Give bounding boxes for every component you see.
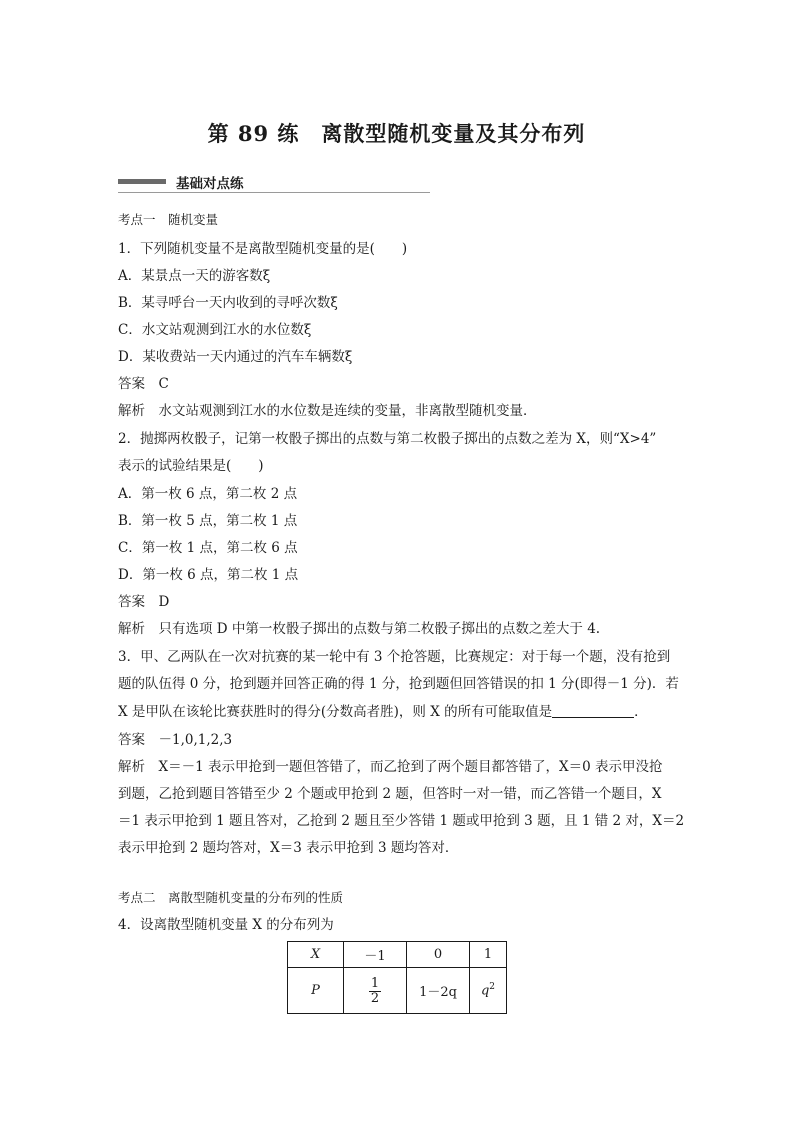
q1-answer: 答案 C bbox=[118, 376, 169, 392]
q3-answer: 答案 －1,0,1,2,3 bbox=[118, 732, 233, 748]
power-base: q bbox=[480, 983, 490, 999]
table-cell bbox=[344, 968, 407, 1014]
section-bar-decoration bbox=[118, 179, 166, 184]
q2-option-d: D．第一枚 6 点，第二枚 1 点 bbox=[118, 567, 299, 583]
q3-analysis-line2: 到题，乙抢到题目答错至少 2 个题或甲抢到 2 题，但答时一对一错，而乙答错一个题目，X bbox=[118, 786, 662, 802]
topic-heading-2: 考点二 离散型随机变量的分布列的性质 bbox=[118, 890, 344, 905]
distribution-table bbox=[287, 941, 507, 1014]
page-title: 第 89 练 离散型随机变量及其分布列 bbox=[207, 121, 586, 146]
q1-option-d: D．某收费站一天内通过的汽车车辆数ξ bbox=[118, 349, 353, 365]
q2-option-b: B．第一枚 5 点，第二枚 1 点 bbox=[118, 513, 298, 529]
q1-analysis: 解析 水文站观测到江水的水位数是连续的变量，非离散型随机变量． bbox=[118, 403, 537, 419]
q3-stem-text: X 是甲队在该轮比赛获胜时的得分(分数高者胜)，则 X 的所有可能取值是 bbox=[118, 704, 553, 720]
section-heading bbox=[118, 172, 430, 193]
q1-option-a: A．某景点一天的游客数ξ bbox=[118, 268, 271, 284]
q3-stem-line1: 3．甲、乙两队在一次对抗赛的某一轮中有 3 个抢答题，比赛规定：对于每一个题，没有抢到 bbox=[118, 649, 671, 665]
q4-stem: 4．设离散型随机变量 X 的分布列为 bbox=[118, 917, 334, 933]
q3-analysis-line1: 解析 X＝－1 表示甲抢到一题但答错了，而乙抢到了两个题目都答错了，X＝0 表示甲没抢 bbox=[118, 759, 663, 775]
table-cell bbox=[470, 968, 507, 1014]
table-row bbox=[288, 968, 507, 1014]
table-cell: X bbox=[288, 942, 344, 968]
q1-option-c: C．水文站观测到江水的水位数ξ bbox=[118, 322, 312, 338]
q2-stem-line1: 2．抛掷两枚骰子，记第一枚骰子掷出的点数与第二枚骰子掷出的点数之差为 X，则“X>4” bbox=[118, 431, 657, 447]
table-cell: 0 bbox=[407, 942, 470, 968]
table-cell: P bbox=[288, 968, 344, 1014]
table-cell: 1 bbox=[470, 942, 507, 968]
power-exponent: 2 bbox=[489, 982, 496, 993]
fraction-denominator: 2 bbox=[370, 990, 380, 1006]
q3-stem-line3 bbox=[118, 703, 648, 721]
q1-option-b: B．某寻呼台一天内收到的寻呼次数ξ bbox=[118, 295, 338, 311]
fraction-numerator: 1 bbox=[370, 975, 380, 991]
q2-stem-line2: 表示的试验结果是( ) bbox=[118, 458, 264, 474]
section-heading-label: 基础对点练 bbox=[176, 176, 244, 192]
q2-option-a: A．第一枚 6 点，第二枚 2 点 bbox=[118, 486, 298, 502]
table-cell: －1 bbox=[344, 942, 407, 968]
q3-analysis-line4: 表示甲抢到 2 题均答对，X＝3 表示甲抢到 3 题均答对． bbox=[118, 840, 459, 856]
table-cell: 1－2q bbox=[407, 968, 470, 1014]
q3-stem-line2: 题的队伍得 0 分，抢到题并回答正确的得 1 分，抢到题但回答错误的扣 1 分(即得－1 分)．若 bbox=[118, 676, 679, 692]
q2-answer: 答案 D bbox=[118, 594, 170, 610]
q3-analysis-line3: ＝1 表示甲抢到 1 题且答对，乙抢到 2 题且至少答错 1 题或甲抢到 3 题，且 1 错 2 对，X＝2 bbox=[118, 813, 685, 829]
fraction bbox=[369, 977, 381, 1006]
answer-blank bbox=[552, 703, 634, 718]
q3-stem-end: ． bbox=[634, 704, 648, 720]
q2-option-c: C．第一枚 1 点，第二枚 6 点 bbox=[118, 540, 298, 556]
topic-heading-1: 考点一 随机变量 bbox=[118, 212, 219, 227]
table-row bbox=[288, 942, 507, 968]
q1-stem: 1．下列随机变量不是离散型随机变量的是( ) bbox=[118, 241, 408, 257]
q2-analysis: 解析 只有选项 D 中第一枚骰子掷出的点数与第二枚骰子掷出的点数之差大于 4. bbox=[118, 621, 601, 637]
